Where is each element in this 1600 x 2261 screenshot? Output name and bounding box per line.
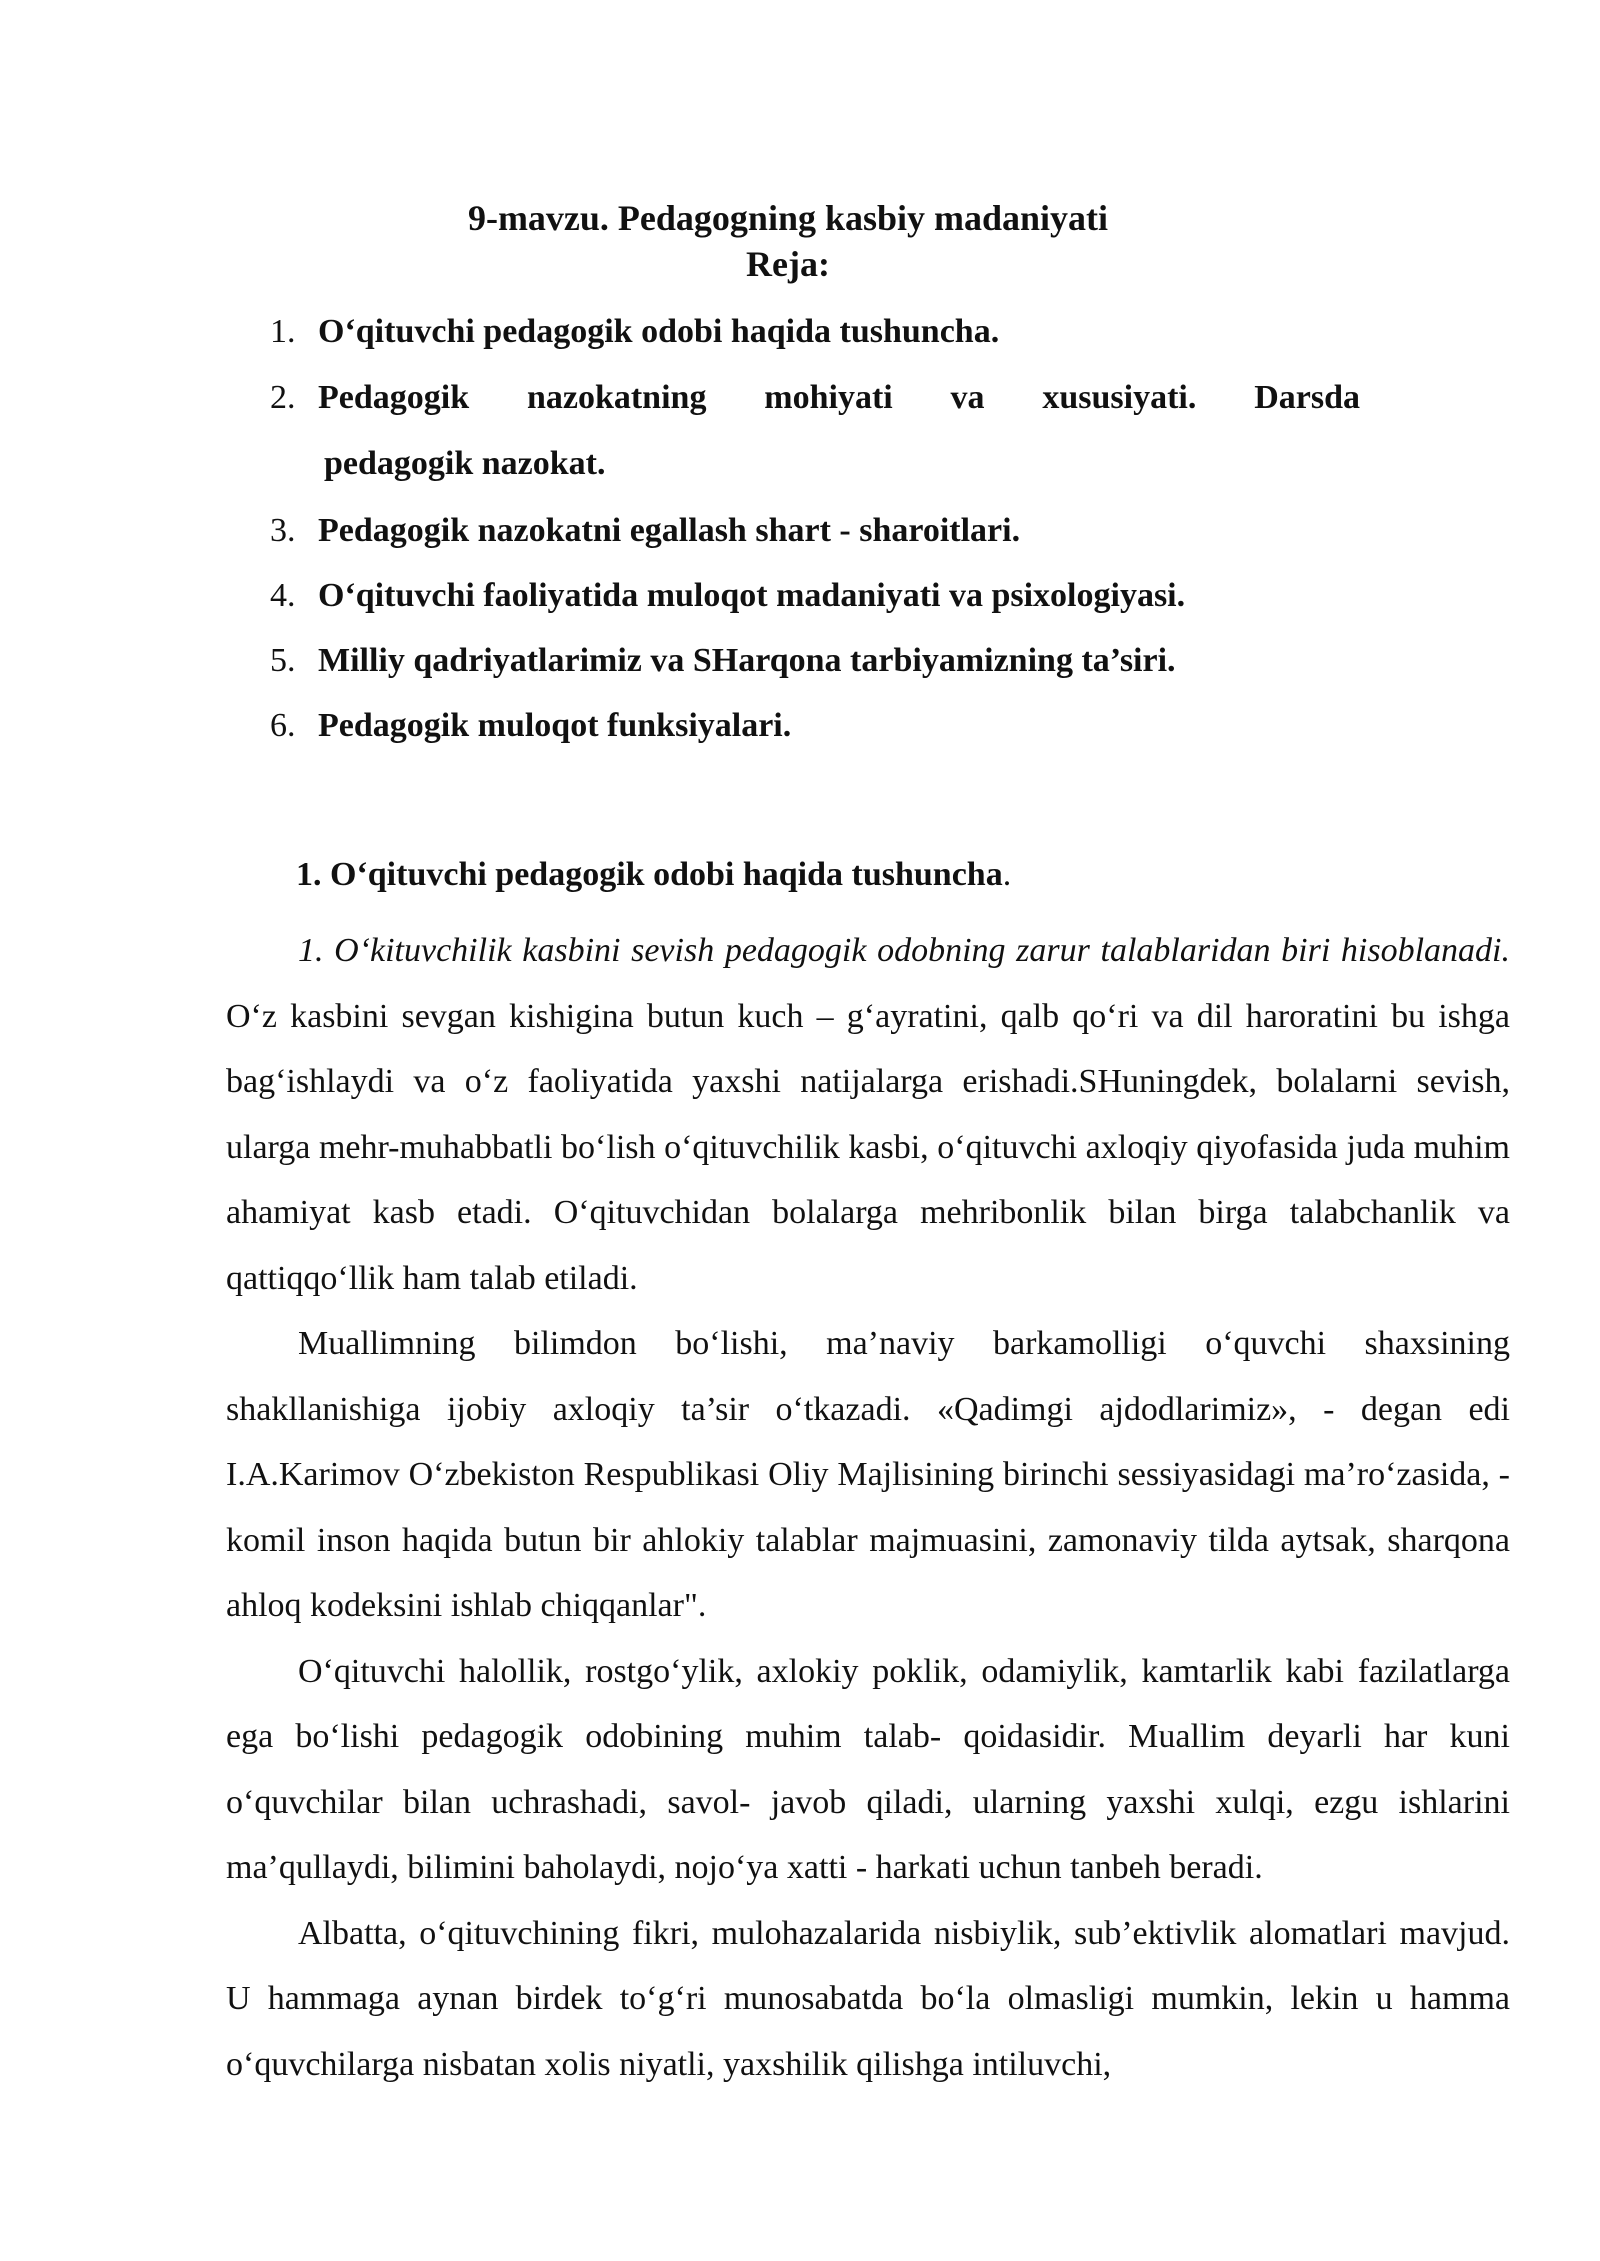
plan-item-text: Milliy qadriyatlarimiz va SHarqona tarbiyamizning ta’siri. xyxy=(318,642,1176,679)
plan-item-number: 2. xyxy=(270,379,296,416)
section-heading-period: . xyxy=(1002,856,1012,893)
plan-item-2 xyxy=(270,363,1360,499)
plan-item-3 xyxy=(270,511,1360,551)
plan-item-number: 3. xyxy=(270,512,296,549)
paragraph-1-italic-lead: 1. O‘kituvchilik kasbini sevish pedagogik odobning zarur talablaridan biri hisoblanadi. xyxy=(298,932,1510,969)
plan-item-4 xyxy=(270,576,1360,616)
plan-item-text: Pedagogik nazokatni egallash shart - sharoitlari. xyxy=(318,512,1021,549)
plan-item-text: O‘qituvchi pedagogik odobi haqida tushuncha. xyxy=(318,313,1000,350)
paragraph-1 xyxy=(226,918,1510,1311)
paragraph-1-text: O‘z kasbini sevgan kishigina butun kuch – g‘ayratini, qalb qo‘ri va dil haroratini bu ishga bag‘ishlaydi va o‘z faoliyatida yaxshi natijalarga erishadi.SHuningdek, bolalarni sevish, ularga mehr-muhabbatli bo‘lish o‘qituvchilik kasbi, o‘qituvchi axloqiy qiyofasida juda muhim ahamiyat kasb etadi. O‘qituvchidan bolalarga mehribonlik bilan birga talabchanlik va qattiqqo‘llik ham talab etiladi. xyxy=(226,997,1510,1297)
plan-item-number: 6. xyxy=(270,707,296,744)
plan-item-text: Pedagogik muloqot funksiyalari. xyxy=(318,707,792,744)
plan-item-5 xyxy=(270,641,1360,681)
document-title: 9-mavzu. Pedagogning kasbiy madaniyati xyxy=(467,198,1109,238)
paragraph-4: Albatta, o‘qituvchining fikri, mulohazalarida nisbiylik, sub’ektivlik alomatlari mavjud. U hammaga aynan birdek to‘g‘ri munosabatda bo‘la olmasligi mumkin, lekin u hamma o‘quvchilarga nisbatan xolis niyatli, yaxshilik qilishga intiluvchi, xyxy=(226,1914,1510,2083)
plan-item-number: 1. xyxy=(270,313,296,350)
plan-item-1 xyxy=(270,312,1360,352)
plan-item-text-line2: pedagogik nazokat. xyxy=(324,445,606,482)
plan-item-6 xyxy=(270,706,1360,746)
body-text xyxy=(226,918,1510,2097)
section-heading xyxy=(296,855,1011,895)
plan-heading: Reja: xyxy=(746,244,830,284)
paragraph-3: O‘qituvchi halollik, rostgo‘ylik, axlokiy poklik, odamiylik, kamtarlik kabi fazilatlarga ega bo‘lishi pedagogik odobining muhim talab- qoidasidir. Muallim deyarli har kuni o‘quvchilar bilan uchrashadi, savol- javob qiladi, ularning yaxshi xulqi, ezgu ishlarini ma’qullaydi, bilimini baholaydi, nojo‘ya xatti - harkati uchun tanbeh beradi. xyxy=(226,1652,1510,1886)
plan-item-number: 5. xyxy=(270,642,296,679)
plan-item-number: 4. xyxy=(270,577,296,614)
paragraph-2: Muallimning bilimdon bo‘lishi, ma’naviy barkamolligi o‘quvchi shaxsining shakllanishiga ijobiy axloqiy ta’sir o‘tkazadi. «Qadimgi ajdodlarimiz», - degan edi I.A.Karimov O‘zbekiston Respublikasi Oliy Majlisining birinchi sessiyasidagi ma’ro‘zasida, - komil inson haqida butun bir ahlokiy talablar majmuasini, zamonaviy tilda aytsak, sharqona ahloq kodeksini ishlab chiqqanlar". xyxy=(226,1325,1510,1624)
plan-item-text-line1: Pedagogik nazokatning mohiyati va xususiyati. Darsda xyxy=(318,379,1360,416)
section-heading-text: 1. O‘qituvchi pedagogik odobi haqida tushuncha xyxy=(296,856,1003,893)
plan-item-text: O‘qituvchi faoliyatida muloqot madaniyati va psixologiyasi. xyxy=(318,577,1186,614)
plan-list xyxy=(270,312,1360,771)
